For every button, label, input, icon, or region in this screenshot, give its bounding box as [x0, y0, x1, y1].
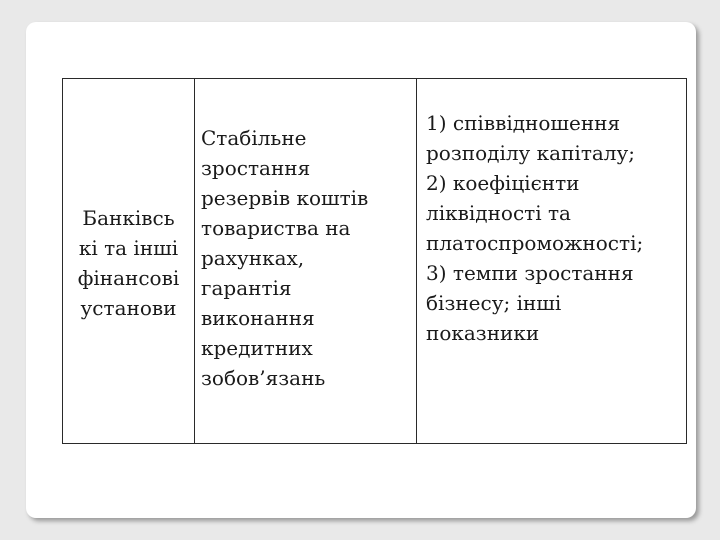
content-table — [62, 78, 687, 444]
criteria-cell: 1) співвідношення розподілу капіталу; 2) коефіцієнти ліквідності та платоспроможності; 3) темпи зростання бізнесу; інші показники — [426, 111, 644, 345]
institution-cell: Банківсь кі та інші фінансові установи — [63, 79, 195, 443]
indicator-cell: Стабільне зростання резервів коштів товариства на рахунках, гарантія виконання кредитних зобов’язань — [195, 79, 417, 443]
